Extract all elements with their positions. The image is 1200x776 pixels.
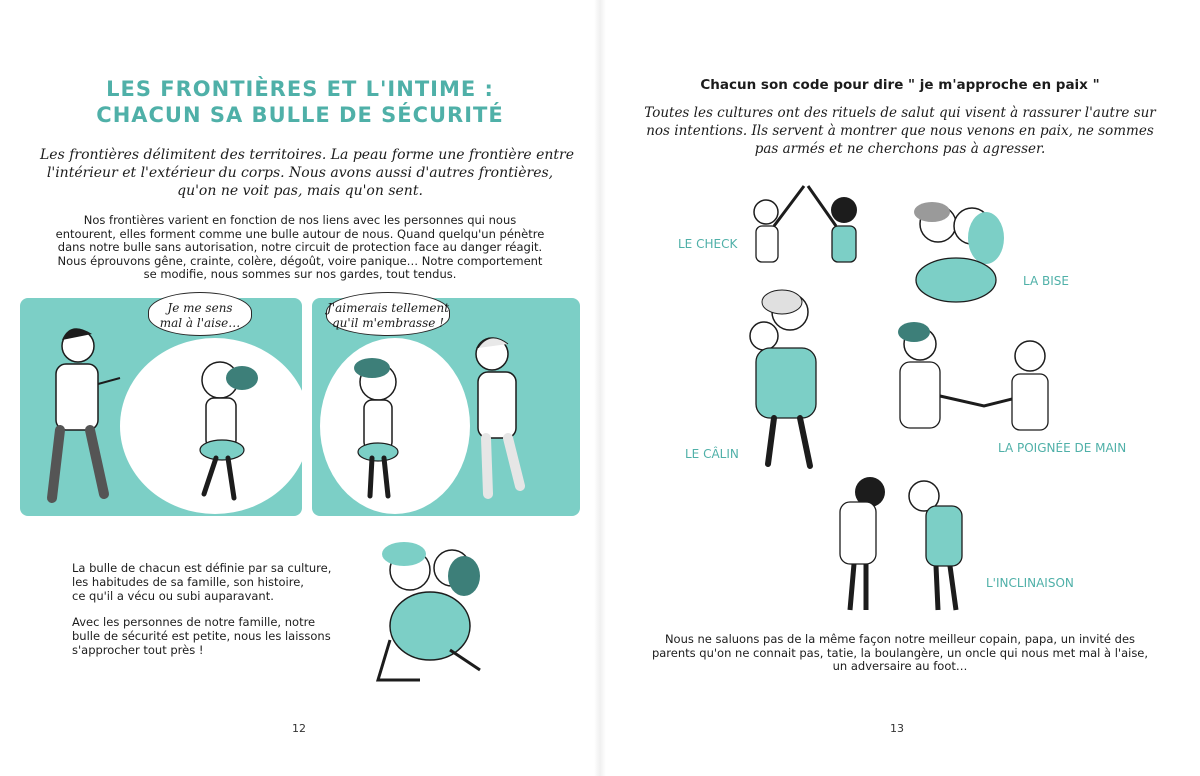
page-number: 13 (890, 722, 904, 735)
page-number: 12 (292, 722, 306, 735)
comic-panel-uncomfortable (20, 298, 302, 516)
paragraph-line: Nous éprouvons gêne, crainte, colère, dégoût, voire panique… Notre comportement (57, 253, 543, 268)
calin-illustration (734, 284, 844, 470)
boy-approaching-illustration (20, 298, 302, 516)
bottom-line: La bulle de chacun est définie par sa culture, (72, 561, 332, 575)
caption-check: LE CHECK (678, 237, 738, 251)
inclinaison-illustration (820, 466, 980, 616)
bottom-line: bulle de sécurité est petite, nous les laissons (72, 629, 331, 643)
intro-line: pas armés et ne cherchons pas à agresser. (754, 141, 1046, 157)
bottom-line: ce qu'il a vécu ou subi auparavant. (72, 589, 274, 603)
bottom-line: Avec les personnes de notre famille, notre (72, 615, 316, 629)
caption-bise: LA BISE (1023, 274, 1069, 288)
bottom-text (72, 561, 372, 657)
intro-text (40, 146, 575, 200)
right-outro-text (640, 633, 1160, 674)
girl-and-boy-illustration (312, 298, 580, 516)
intro-line: l'intérieur et l'extérieur du corps. Nous avons aussi d'autres frontières, (46, 165, 554, 181)
handshake-illustration (884, 316, 1064, 440)
paragraph-line: Nos frontières varient en fonction de nos liens avec les personnes qui nous (83, 213, 517, 227)
caption-inclinaison: L'INCLINAISON (986, 576, 1074, 590)
title-line-2: CHACUN SA BULLE DE SÉCURITÉ (96, 103, 504, 127)
outro-line: parents qu'on ne connait pas, tatie, la boulangère, un oncle qui nous met mal à l'aise, (651, 645, 1149, 660)
page-title (80, 76, 520, 128)
speech-line: Je me sens (167, 301, 233, 315)
intro-line: Toutes les cultures ont des rituels de salut qui visent à rassurer l'autre sur (644, 105, 1156, 121)
outro-line: un adversaire au foot… (832, 659, 968, 673)
intro-line: Les frontières délimitent des territoires. La peau forme une frontière entre (40, 147, 575, 163)
section-heading: Chacun son code pour dire " je m'approche en paix " (700, 77, 1100, 93)
caption-calin: LE CÂLIN (685, 447, 739, 461)
family-hug-illustration (360, 530, 500, 700)
caption-poignee: LA POIGNÉE DE MAIN (998, 441, 1127, 455)
title-line-1: LES FRONTIÈRES ET L'INTIME : (106, 77, 494, 101)
paragraph-line: entourent, elles forment comme une bulle autour de nous. Quand quelqu'un pénètre (55, 226, 545, 241)
intro-line: nos intentions. Ils servent à montrer que nous venons en paix, ne sommes (646, 123, 1154, 139)
comic-panel-wishful (312, 298, 580, 516)
check-illustration (740, 176, 870, 266)
body-paragraph (40, 214, 560, 282)
speech-line: mal à l'aise… (159, 316, 241, 330)
bise-illustration (906, 190, 1016, 300)
speech-line: J'aimerais tellement (327, 301, 450, 315)
bottom-line: les habitudes de sa famille, son histoire, (72, 575, 304, 589)
outro-line: Nous ne saluons pas de la même façon notre meilleur copain, papa, un invité des (664, 632, 1136, 646)
right-page (600, 0, 1200, 776)
paragraph-line: se modifie, nous sommes sur nos gardes, tout tendus. (143, 267, 457, 281)
intro-line: qu'on ne voit pas, mais qu'on sent. (177, 183, 423, 199)
bottom-line: s'approcher tout près ! (72, 643, 204, 657)
paragraph-line: dans notre bulle sans autorisation, notre circuit de protection face au danger réagit. (57, 240, 543, 254)
right-intro-text (640, 104, 1160, 158)
speech-line: qu'il m'embrasse ! (332, 316, 444, 330)
